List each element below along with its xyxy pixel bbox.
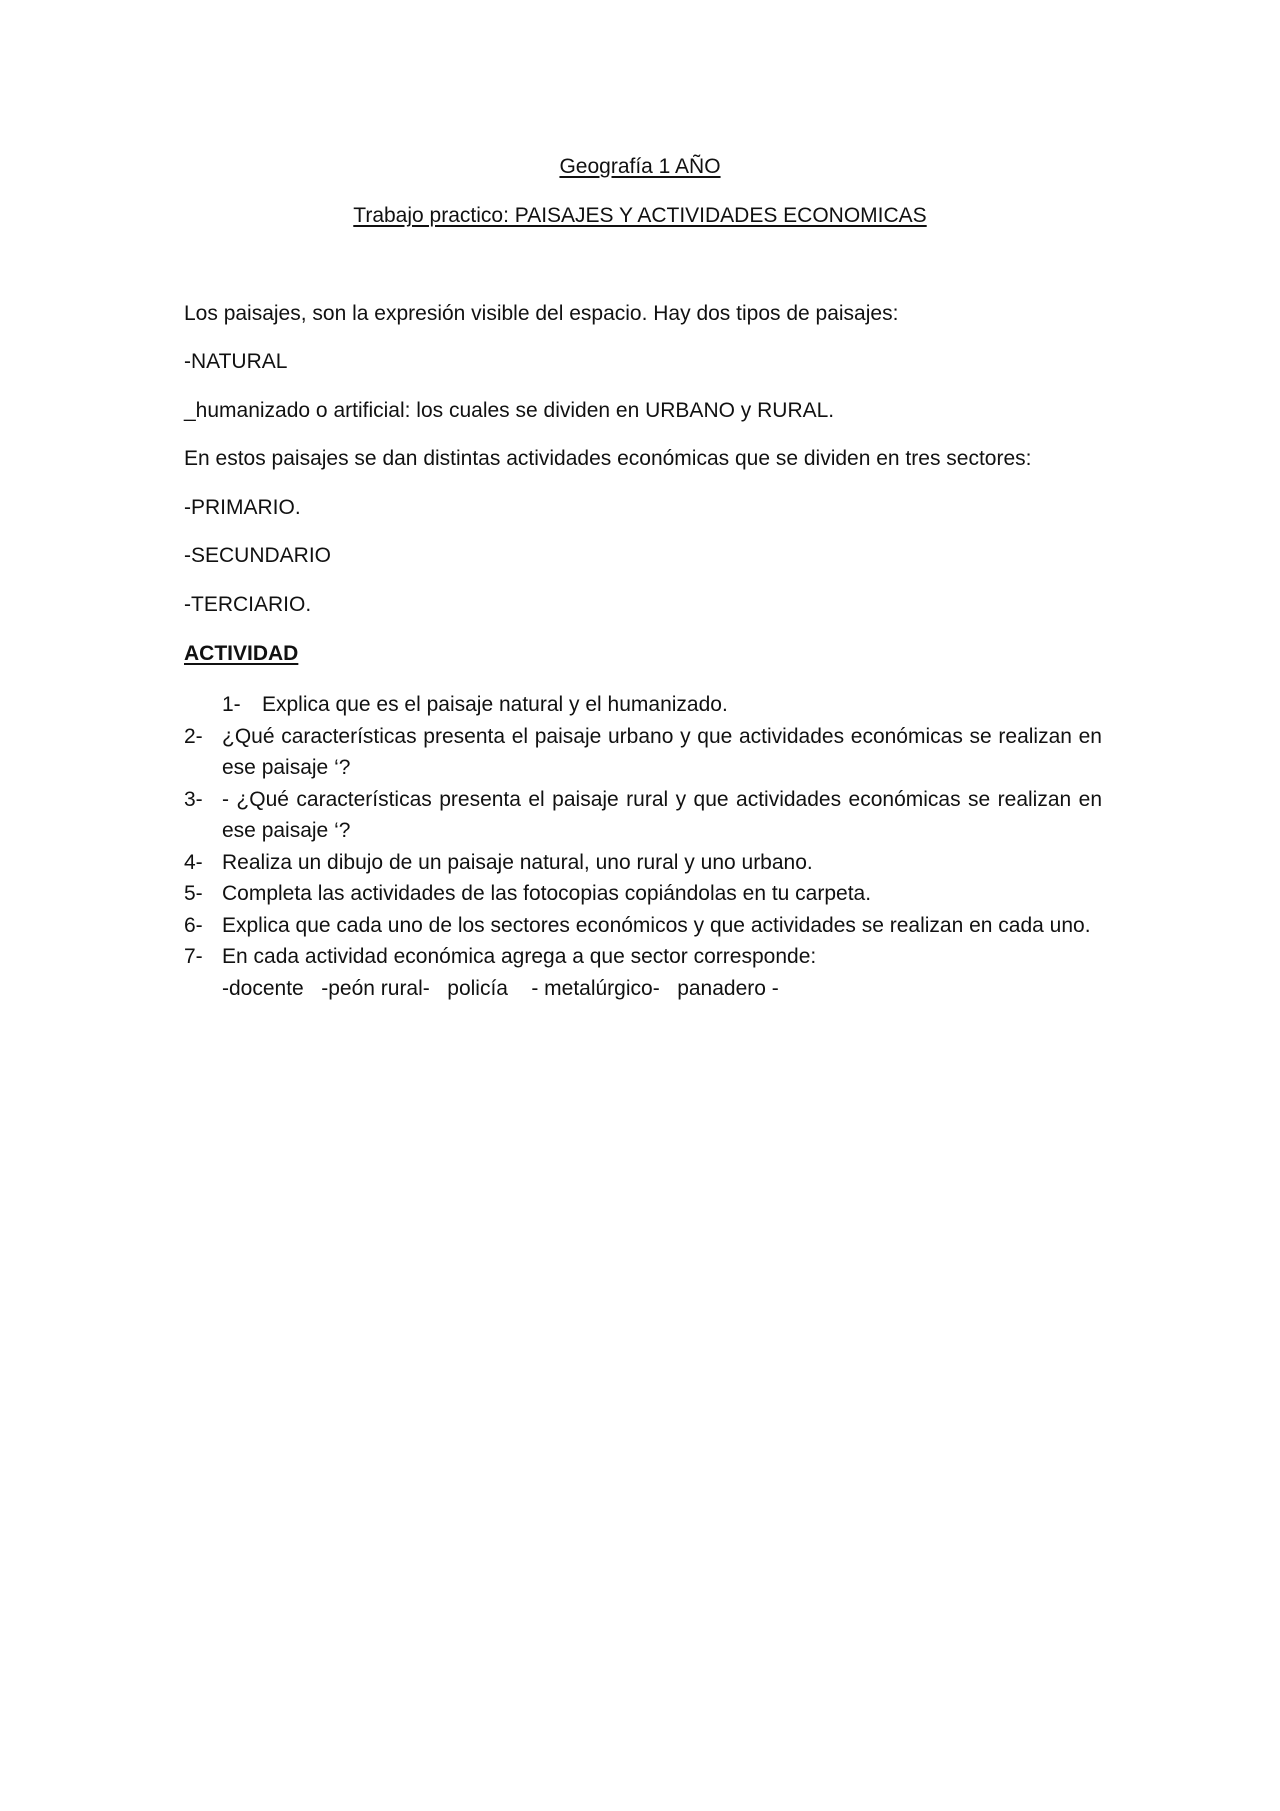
activity-number: 1- <box>222 693 241 716</box>
activity-item <box>184 910 1102 942</box>
sectors-intro-paragraph: En estos paisajes se dan distintas actividades económicas que se dividen en tres sectores: <box>184 447 1032 470</box>
activity-item <box>184 721 1102 784</box>
activity-text: Explica que es el paisaje natural y el humanizado. <box>262 693 728 716</box>
activity-number: 5- <box>184 882 203 905</box>
activity-text: Explica que cada uno de los sectores económicos y que actividades se realizan en cada uno. <box>222 913 1091 937</box>
activity-item <box>184 878 1102 910</box>
page-title: Geografía 1 AÑO <box>559 155 721 178</box>
activity-text: Completa las actividades de las fotocopias copiándolas en tu carpeta. <box>222 882 872 905</box>
natural-landscape-line: -NATURAL <box>184 350 288 373</box>
activity-list <box>184 689 1102 1004</box>
activity-heading: ACTIVIDAD <box>184 642 299 665</box>
activity-text: - ¿Qué características presenta el paisaje rural y que actividades económicas se realizan en ese paisaje ‘? <box>222 787 1102 842</box>
humanized-landscape-line: _humanizado o artificial: los cuales se dividen en URBANO y RURAL. <box>184 399 835 422</box>
activity-number: 3- <box>184 787 203 811</box>
activity-item <box>184 784 1102 847</box>
activity-number: 6- <box>184 913 203 937</box>
activity-number: 7- <box>184 945 203 968</box>
intro-paragraph: Los paisajes, son la expresión visible del espacio. Hay dos tipos de paisajes: <box>184 302 899 325</box>
activity-item <box>184 941 1102 973</box>
sector-terciario-line: -TERCIARIO. <box>184 593 312 616</box>
activity-text: ¿Qué características presenta el paisaje urbano y que actividades económicas se realizan en ese paisaje ‘? <box>222 724 1102 779</box>
activity-item <box>184 689 1102 721</box>
sector-secundario-line: -SECUNDARIO <box>184 544 332 567</box>
activity-text: Realiza un dibujo de un paisaje natural, uno rural y uno urbano. <box>222 850 813 874</box>
activity-number: 4- <box>184 850 203 874</box>
occupations-line: -docente -peón rural- policía - metalúrgico- panadero - <box>222 976 779 1000</box>
page-subtitle: Trabajo practico: PAISAJES Y ACTIVIDADES ECONOMICAS <box>353 204 927 227</box>
activity-text: En cada actividad económica agrega a que sector corresponde: <box>222 945 817 968</box>
activity-item <box>184 847 1102 879</box>
sector-primario-line: -PRIMARIO. <box>184 496 301 519</box>
activity-number: 2- <box>184 724 203 748</box>
